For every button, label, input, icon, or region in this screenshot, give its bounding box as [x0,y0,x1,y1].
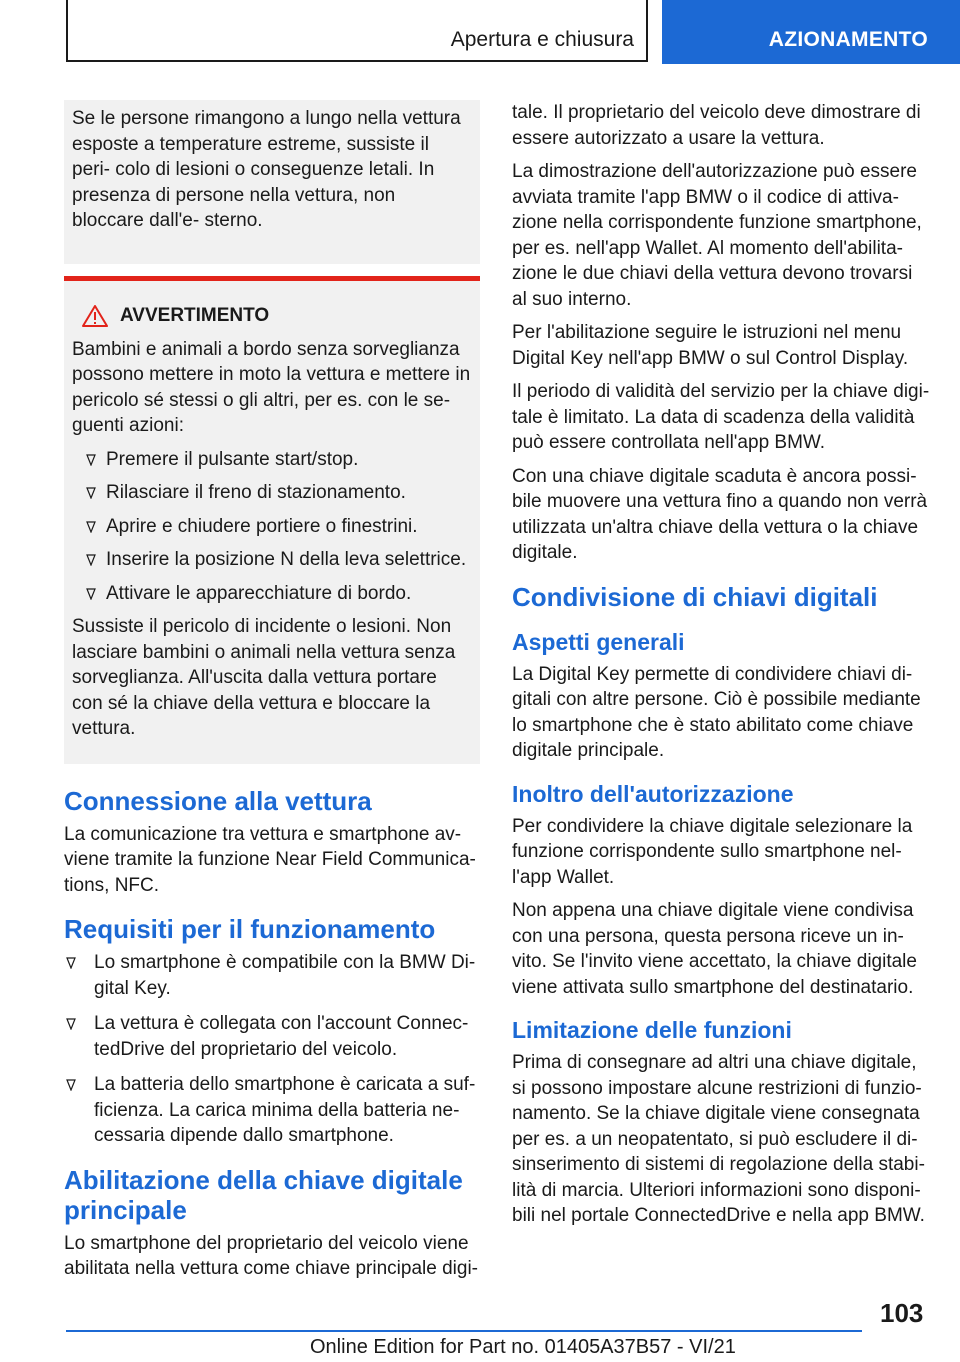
heading-abilitazione: Abilitazione della chiave digitale principale [64,1164,463,1225]
page-number: 103 [880,1298,924,1328]
heading-condivisione: Condivisione di chiavi digitali [512,581,878,612]
triangle-bullet-icon [86,588,96,600]
warning-list [72,447,472,607]
left-column [64,100,480,1290]
triangle-bullet-icon [86,554,96,566]
list-item [72,514,472,540]
footer-divider [66,1330,862,1332]
chapter-title: AZIONAMENTO [768,28,928,51]
triangle-bullet-icon [86,454,96,466]
warning-triangle-icon [82,304,108,328]
list-item-text: Premere il pulsante start/stop. [106,448,359,470]
list-item [72,581,472,607]
list-item-text: Inserire la posizione N della leva selettrice. [106,549,467,570]
right-column [512,100,930,1237]
list-item [72,547,472,573]
paragraph: La dimostrazione dell'autorizzazione può essere avviata tramite l'app BMW o il codice di attiva- zione nella corrispondente funzione smartphone, per es. nell'app Wallet. Al momento dell'abilita- zione le due chiavi della vettura devono trovarsi al suo interno. [512,161,922,310]
list-item [64,1011,480,1062]
paragraph: Con una chiave digitale scaduta è ancora possi- bile muovere una vettura fino a quando non verrà utilizzata un'altra chiave della vettura o la chiave digitale. [512,465,928,563]
paragraph: Per condividere la chiave digitale selezionare la funzione corrispondente sullo smartphone nel- l'app Wallet. [512,815,913,888]
triangle-bullet-icon [66,1018,76,1030]
note-box [64,100,480,264]
warning-title: AVVERTIMENTO [120,304,270,326]
warning-box [64,276,480,764]
heading-connessione: Connessione alla vettura [64,785,372,816]
triangle-bullet-icon [66,1079,76,1091]
abilitazione-text: Lo smartphone del proprietario del veicolo viene abilitata nella vettura come chiave principale digi- [64,1232,479,1279]
list-item-text: Aprire e chiudere portiere o finestrini. [106,515,418,537]
list-item-text: Rilasciare il freno di stazionamento. [106,482,406,503]
running-header-section [66,0,648,62]
list-item [64,1072,480,1149]
paragraph: Non appena una chiave digitale viene condivisa con una persona, questa persona riceve un in- vito. Se l'invito viene accettato, la chiave digitale viene attivata sullo smartphone del destinatario. [512,900,917,998]
list-item-text: La vettura è collegata con l'account Connec- tedDrive del proprietario del veicolo. [94,1013,469,1060]
section-title: Apertura e chiusura [450,28,634,51]
connessione-text: La comunicazione tra vettura e smartphone av- viene tramite la funzione Near Field Communica- tions, NFC. [64,823,476,896]
paragraph: Il periodo di validità del servizio per la chiave digi- tale è limitato. La data di scadenza della validità può essere controllata nell'app BMW. [512,381,930,453]
list-item [72,447,472,473]
list-item-text: Attivare le apparecchiature di bordo. [106,582,412,604]
paragraph: Prima di consegnare ad altri una chiave digitale, si possono impostare alcune restrizioni di funzio- namento. Se la chiave digitale viene consegnata per es. a un neopatentato, si può escludere il di- sinserimento di sistemi di regolazione della stabi- lità di marcia. Ulteriori informazioni sono disponi- bili nel portale ConnectedDrive e nella app BMW. [512,1052,925,1226]
triangle-bullet-icon [86,487,96,499]
warning-heading [72,303,472,329]
heading-requisiti: Requisiti per il funzionamento [64,914,436,944]
list-item-text: Lo smartphone è compatibile con la BMW Di- gital Key. [94,952,476,999]
paragraph: La Digital Key permette di condividere chiavi di- gitali con altre persone. Ciò è possibile mediante lo smartphone che è stato abilitato come chiave digitale principale. [512,663,921,761]
paragraph: tale. Il proprietario del veicolo deve dimostrare di essere autorizzato a usare la vettura. [512,102,921,149]
heading-aspetti-generali: Aspetti generali [512,628,685,655]
running-header-chapter-tab [662,0,960,64]
list-item-text: La batteria dello smartphone è caricata a suf- ficienza. La carica minima della batteria ne- cessaria dipende dallo smartphone. [94,1074,476,1146]
paragraph: Per l'abilitazione seguire le istruzioni nel menu Digital Key nell'app BMW o sul Control Display. [512,322,909,369]
warning-intro: Bambini e animali a bordo senza sorveglianza possono mettere in moto la vettura e mettere in pericolo sé stessi o gli altri, per es. con le se- guenti azioni: [72,338,471,436]
requisiti-list [64,950,480,1149]
list-item [72,480,472,506]
footer-edition-text: Online Edition for Part no. 01405A37B57 - VI/21 [310,1336,736,1358]
list-item [64,950,480,1001]
triangle-bullet-icon [86,521,96,533]
warning-outro: Sussiste il pericolo di incidente o lesioni. Non lasciare bambini o animali nella vettura senza sorveglianza. All'uscita dalla vettura portare con sé la chiave della vettura e bloccare la vettura. [72,616,456,739]
note-text: Se le persone rimangono a lungo nella vettura esposte a temperature estreme, sussiste il peri- colo di lesioni o conseguenze letali. In presenza di persone nella vettura, non bloccare dall'e- sterno. [72,108,461,231]
heading-inoltro: Inoltro dell'autorizzazione [512,780,794,807]
heading-limitazione: Limitazione delle funzioni [512,1017,792,1043]
triangle-bullet-icon [66,957,76,969]
